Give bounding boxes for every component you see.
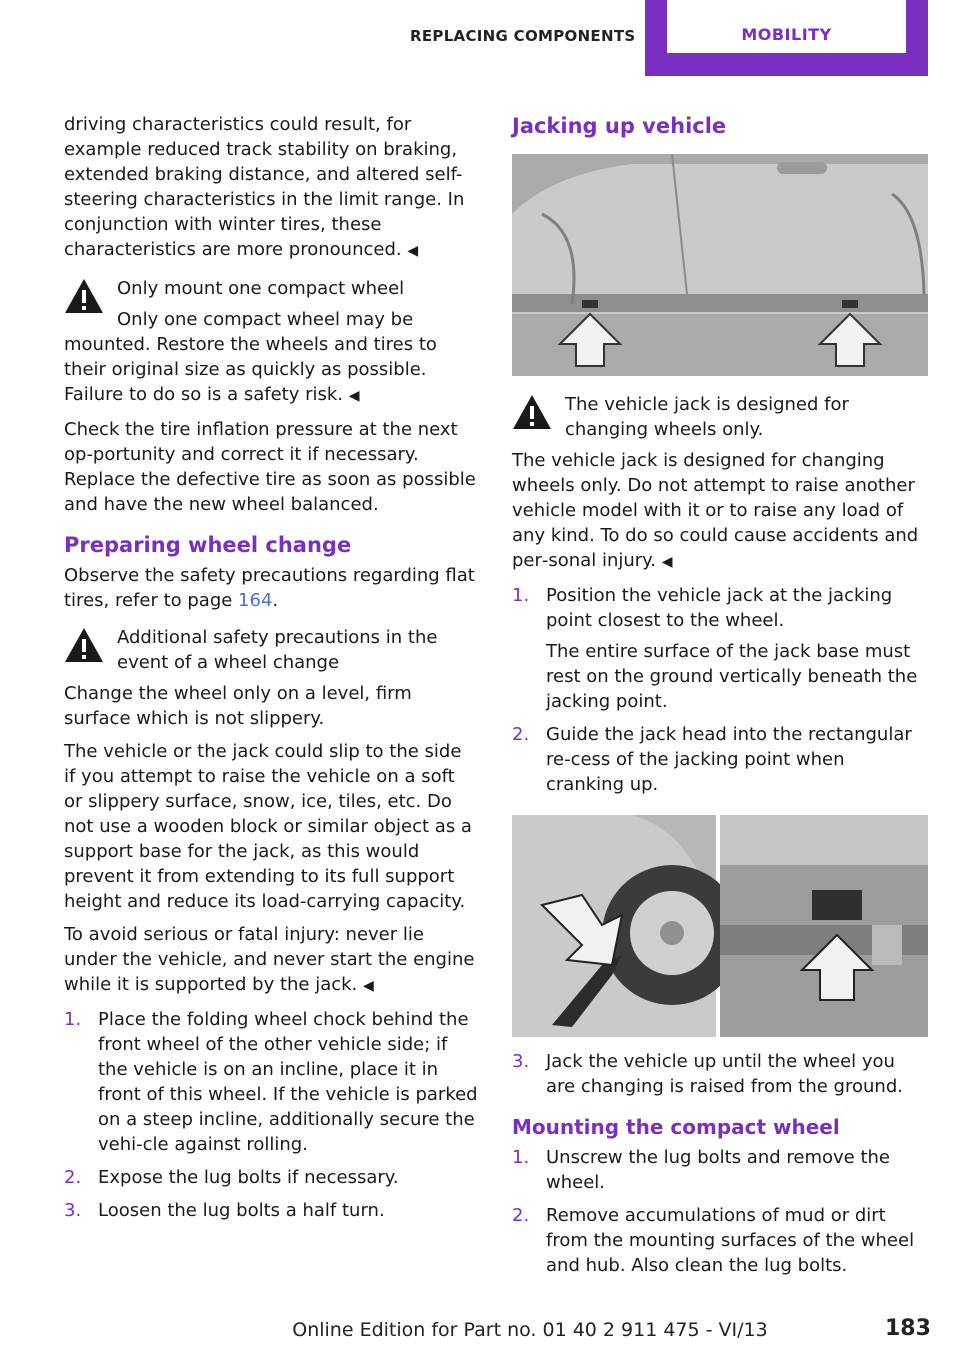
paragraph: Observe the safety precautions regarding flat tires, refer to page 164. [64,565,475,611]
left-column [64,112,478,1231]
page-link[interactable]: 164 [238,590,273,611]
section-heading: Mounting the compact wheel [512,1115,840,1139]
page-number: 183 [885,1316,931,1341]
warning-body: The vehicle or the jack could slip to the side if you attempt to raise the vehicle on a soft or slippery surface, snow, ice, tiles, etc. Do not use a wooden block or similar object as a support base for the jack, as this would prevent it from extending to its full support height and reduce its load-carrying capacity. [64,741,472,912]
warning-body: Change the wheel only on a level, firm surface which is not slippery. [64,683,412,729]
warning-triangle-icon [64,627,104,663]
header-tab[interactable] [645,0,928,76]
warning-title: Only mount one compact wheel [117,278,405,299]
warning-block [512,392,928,575]
list-item: 1. Place the folding wheel chock behind the front wheel of the other vehicle side; if the vehicle is on an incline, place it in front of this wheel. If the vehicle is parked on a steep incline, additionally secure the vehi‐cle against rolling. [64,1009,478,1155]
end-mark-icon: ◀ [348,388,360,404]
steps-list [512,1145,928,1278]
steps-list [512,1049,928,1099]
vehicle-sill-figure [512,154,928,376]
list-item: 2. Guide the jack head into the rectangular re‐cess of the jacking point when cranking up. [512,724,912,795]
footer-edition: Online Edition for Part no. 01 40 2 911 475 - VI/13 [292,1319,768,1341]
list-item: 3. Loosen the lug bolts a half turn. [64,1200,385,1221]
warning-title: The vehicle jack is designed for changing wheels only. [565,394,849,440]
section-heading: Preparing wheel change [64,533,352,557]
list-item: 3. Jack the vehicle up until the wheel you are changing is raised from the ground. [512,1051,903,1097]
end-mark-icon: ◀ [661,554,673,570]
list-item: 1. Unscrew the lug bolts and remove the wheel. [512,1147,890,1193]
header-tab-label: MOBILITY [667,0,906,53]
list-item: 1. Position the vehicle jack at the jacking point closest to the wheel. The entire surface of the jack base must rest on the ground vertically beneath the jacking point. [512,585,918,712]
warning-triangle-icon [512,394,552,430]
end-mark-icon: ◀ [363,978,374,994]
paragraph: Check the tire inflation pressure at the next op‐portunity and correct it if necessary. Replace the defective tire as soon as possible and have the new wheel balanced. [64,419,476,515]
list-item: 2. Remove accumulations of mud or dirt from the mounting surfaces of the wheel and hub. Also clean the lug bolts. [512,1205,915,1276]
section-heading: Jacking up vehicle [512,114,727,138]
warning-block [64,276,478,409]
warning-title: Additional safety precautions in the event of a wheel change [117,627,438,673]
header-section-title: REPLACING COMPONENTS [410,27,636,45]
warning-triangle-icon [64,278,104,314]
end-mark-icon: ◀ [407,243,419,259]
jack-placement-figure [512,815,928,1037]
right-column [512,112,928,1286]
steps-list [512,583,928,797]
warning-body: Only one compact wheel may be mounted. Restore the wheels and tires to their original size as quickly as possible. Failure to do so is a safety risk. ◀ [64,309,437,405]
list-item: 2. Expose the lug bolts if necessary. [64,1167,399,1188]
paragraph: driving characteristics could result, for example reduced track stability on braking, extended braking distance, and altered self-steering characteristics in the limit range. In conjunction with winter tires, these characteristics are more pronounced. ◀ [64,114,465,260]
steps-list [64,1007,478,1223]
warning-block [64,625,478,999]
warning-body: To avoid serious or fatal injury: never lie under the vehicle, and never start the engine while it is supported by the jack. ◀ [64,924,475,995]
warning-body: The vehicle jack is designed for changing wheels only. Do not attempt to raise another vehicle model with it or to raise any load of any kind. To do so could cause accidents and per‐sonal injury. ◀ [512,450,919,571]
